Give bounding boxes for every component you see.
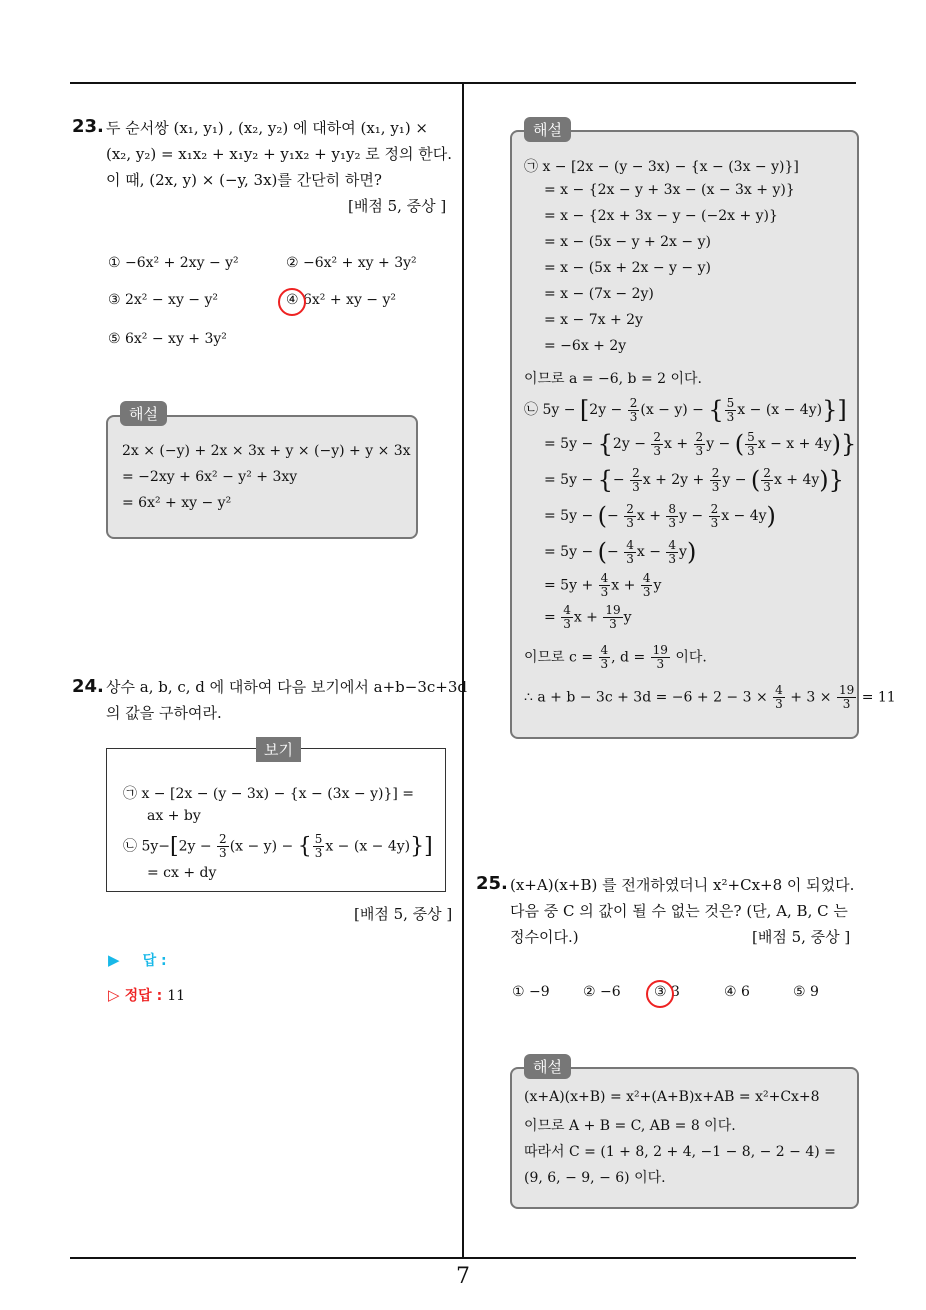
question-number: 23. (72, 116, 104, 137)
solution-box-q24 (510, 130, 896, 739)
solution-formula: = 5y − (− $\frac{2}{3}$ x + $\frac{8}{3}$ y − $\frac{2}{3}$ x − 4y) (544, 501, 776, 530)
solution-line: = 6x² + xy − y² (122, 495, 232, 511)
fraction: $\frac{5}{3}$ (314, 832, 323, 860)
solution-formula: = 5y − (− $\frac{4}{3}$ x − $\frac{4}{3}$ y) (544, 537, 697, 566)
solution-line: = −6x + 2y (544, 338, 627, 354)
solution-box (510, 1067, 859, 1209)
correct-answer-value: 11 (167, 988, 186, 1004)
example-box (106, 748, 446, 892)
example-line: = cx + dy (147, 865, 217, 881)
solution-line: = x − (7x − 2y) (544, 286, 654, 302)
choice-5[interactable]: ⑤ 9 (793, 984, 819, 1000)
solution-formula: = $\frac{4}{3}$ x + $\frac{19}{3}$ y (544, 603, 632, 631)
question-line: 의 값을 구하여라. (106, 704, 222, 722)
bottom-rule (70, 1257, 856, 1259)
solution-formula: = 5y + $\frac{4}{3}$ x + $\frac{4}{3}$ y (544, 571, 662, 599)
solution-line: = x − (5x + 2x − y − y) (544, 260, 711, 276)
solution-tag: 해설 (120, 401, 167, 426)
score-label: [배점 5, 중상 ] (354, 905, 453, 923)
answer-circle-icon (278, 288, 306, 316)
solution-line: ㉠ x − [2x − (y − 3x) − {x − (3x − y)}] (524, 159, 799, 175)
solution-formula: = 5y − {2y − $\frac{2}{3}$ x + $\frac{2}{3}$ y − ( $\frac{5}{3}$ x − x + 4y)} (544, 429, 857, 458)
answer-circle-icon (646, 980, 674, 1008)
choice-2[interactable]: ② −6x² + xy + 3y² (286, 255, 417, 271)
choice-4[interactable]: ④ 6 (724, 984, 750, 1000)
solution-line: = −2xy + 6x² − y² + 3xy (122, 469, 298, 485)
column-divider (462, 82, 464, 1259)
play-arrow-icon: ▶ (108, 951, 120, 969)
solution-formula: ㉡ 5y − [2y − $\frac{2}{3}$ (x − y) − { $\frac{5}{3}$ x − (x − 4y)}] (524, 395, 847, 424)
solution-line: (9, 6, − 9, − 6) 이다. (524, 1170, 666, 1186)
solution-line: = x − (5x − y + 2x − y) (544, 234, 711, 250)
solution-line: ∴ a + b − 3c + 3d = −6 + 2 − 3 × $\frac{4}{3}$ + 3 × $\frac{19}{3}$ = 11 (524, 683, 896, 711)
answer-label: 답 : (142, 953, 167, 969)
correct-answer-label: 정답 : (124, 988, 163, 1004)
solution-line: 따라서 C = (1 + 8, 2 + 4, −1 − 8, − 2 − 4) = (524, 1144, 836, 1160)
choice-3[interactable]: ③ 2x² − xy − y² (108, 292, 219, 308)
choice-3[interactable]: ③ 3 (654, 984, 680, 1000)
question-line: 두 순서쌍 (x₁, y₁) , (x₂, y₂) 에 대하여 (x₁, y₁) × (106, 119, 429, 137)
question-line: (x+A)(x+B) 를 전개하였더니 x²+Cx+8 이 되었다. (510, 876, 855, 894)
answer-row (108, 950, 167, 970)
score-label: [배점 5, 중상 ] (752, 928, 851, 946)
solution-line: = x − {2x + 3x − y − (−2x + y)} (544, 208, 778, 224)
question-line: 정수이다.) (510, 928, 579, 946)
example-text: ㉡ 5y− (123, 838, 170, 855)
question-line: (x₂, y₂) = x₁x₂ + x₁y₂ + y₁x₂ + y₁y₂ 로 정의 한다. (106, 145, 452, 163)
fraction: $\frac{2}{3}$ (219, 832, 227, 860)
example-line: ㉡ 5y−[2y − $\frac{2}{3}$ (x − y) − { $\frac{5}{3}$ x − (x − 4y)}] (123, 832, 433, 860)
solution-box (106, 415, 418, 539)
choice-1[interactable]: ① −9 (512, 984, 550, 1000)
question-line: 상수 a, b, c, d 에 대하여 다음 보기에서 a+b−3c+3d (106, 678, 467, 696)
correct-answer-row (108, 985, 185, 1005)
score-label: [배점 5, 중상 ] (348, 197, 447, 215)
solution-formula: = 5y − {− $\frac{2}{3}$ x + 2y + $\frac{2}{3}$ y − ( $\frac{2}{3}$ x + 4y)} (544, 465, 844, 494)
question-number: 25. (476, 873, 508, 894)
outline-arrow-icon: ▷ (108, 986, 120, 1004)
solution-line: 이므로 A + B = C, AB = 8 이다. (524, 1118, 736, 1134)
question-line: 다음 중 C 의 값이 될 수 없는 것은? (단, A, B, C 는 (510, 902, 848, 920)
example-tag: 보기 (256, 737, 301, 762)
solution-line: 이므로 a = −6, b = 2 이다. (524, 371, 702, 387)
choice-1[interactable]: ① −6x² + 2xy − y² (108, 255, 239, 271)
solution-line: = x − {2x − y + 3x − (x − 3x + y)} (544, 182, 795, 198)
example-line: ax + by (147, 808, 201, 824)
solution-tag: 해설 (524, 117, 571, 142)
solution-line: = x − 7x + 2y (544, 312, 643, 328)
example-text: (x − y) − (229, 838, 294, 855)
choice-5[interactable]: ⑤ 6x² − xy + 3y² (108, 331, 227, 347)
solution-tag: 해설 (524, 1054, 571, 1079)
example-text: x − (x − 4y) (325, 838, 411, 855)
solution-line: 2x × (−y) + 2x × 3x + y × (−y) + y × 3x (122, 443, 411, 459)
choice-2[interactable]: ② −6 (583, 984, 621, 1000)
choice-4[interactable]: ④ 6x² + xy − y² (286, 292, 397, 308)
question-number: 24. (72, 676, 104, 697)
solution-line: (x+A)(x+B) = x²+(A+B)x+AB = x²+Cx+8 (524, 1089, 820, 1105)
example-text: 2y − (178, 838, 212, 855)
page-number: 7 (456, 1264, 470, 1289)
example-line: ㉠ x − [2x − (y − 3x) − {x − (3x − y)}] = (123, 786, 415, 802)
question-line: 이 때, (2x, y) × (−y, 3x)를 간단히 하면? (106, 171, 382, 189)
solution-line: 이므로 c = $\frac{4}{3}$ , d = $\frac{19}{3}$ 이다. (524, 643, 707, 671)
